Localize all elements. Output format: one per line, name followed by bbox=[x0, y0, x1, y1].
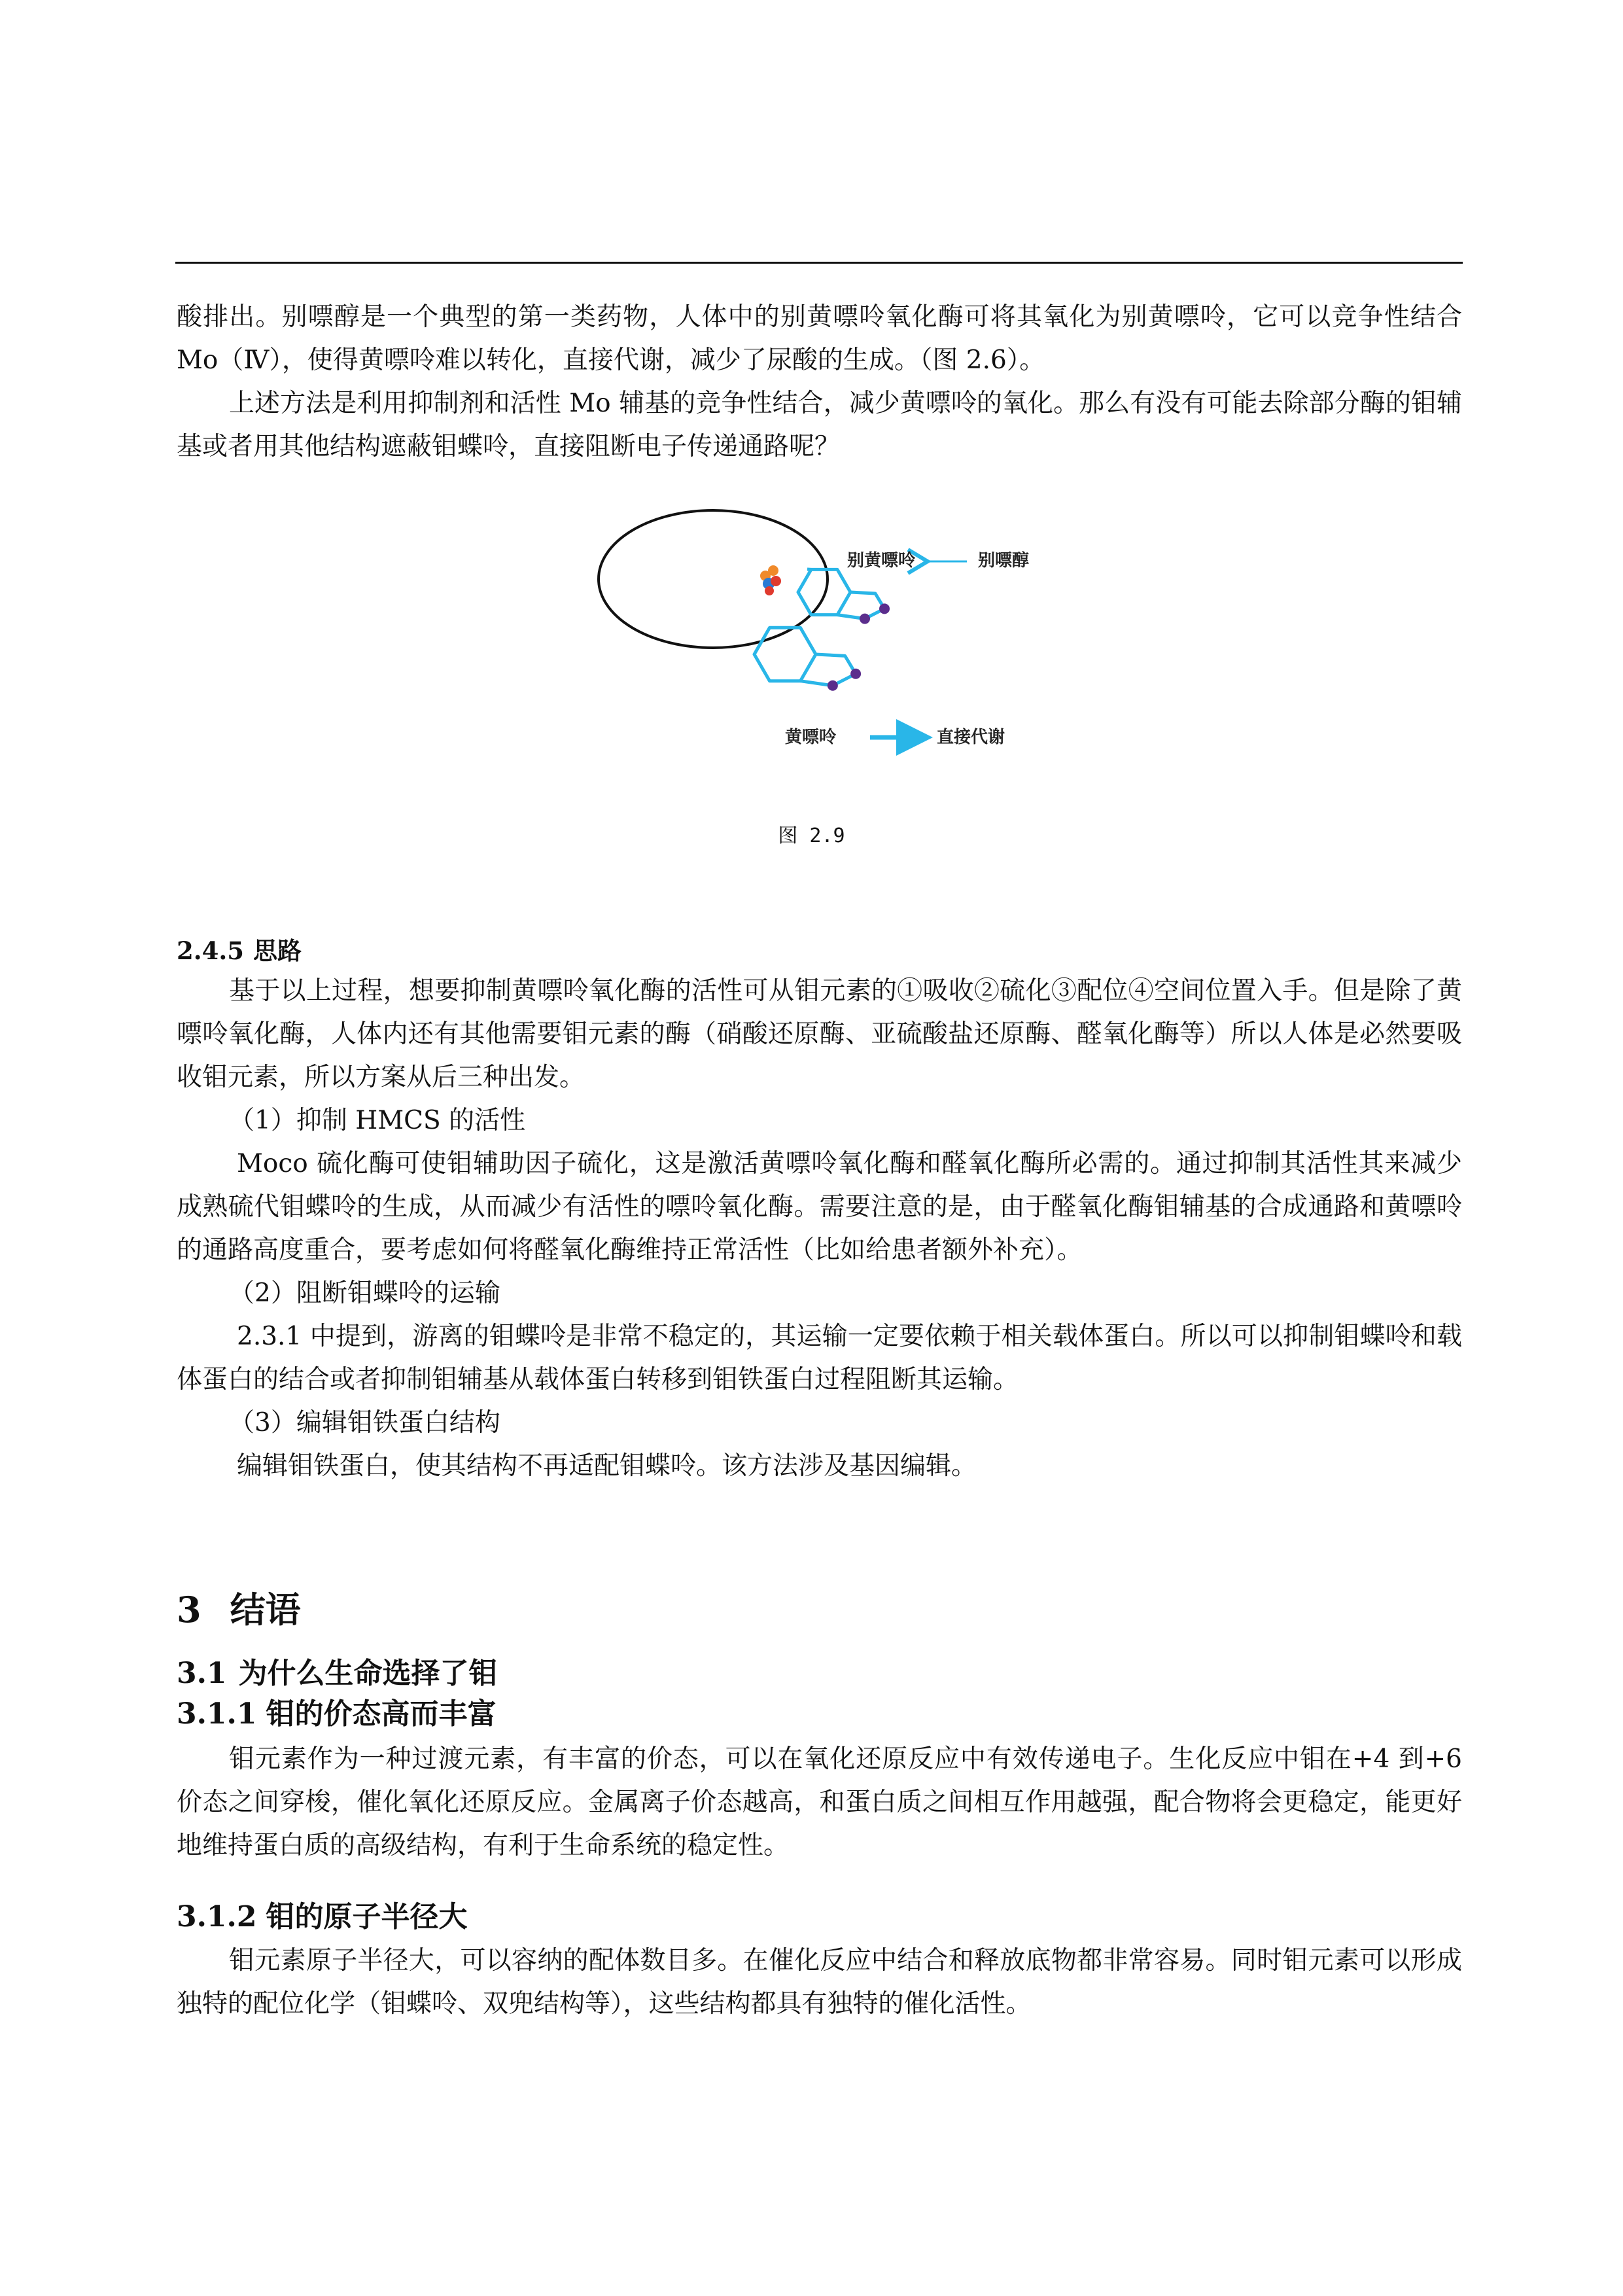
label-alloxanthine: 别黄嘌呤 bbox=[847, 551, 916, 571]
s245-paragraph-3: 2.3.1 中提到，游离的钼蝶呤是非常不稳定的，其运输一定要依赖于相关载体蛋白。所以可以抑制钼蝶呤和载体蛋白的结合或者抑制钼辅基从载体蛋白转移到钼铁蛋白过程阻断其运输。 bbox=[177, 1322, 1462, 1394]
section-number: 2.4.5 bbox=[177, 936, 244, 965]
section-heading-2-4-5 bbox=[177, 934, 1462, 967]
intro-paragraph-1: 酸排出。别嘌醇是一个典型的第一类药物，人体中的别黄嘌呤氧化酶可将其氧化为别黄嘌呤，它可以竞争性结合 Mo（Ⅳ），使得黄嘌呤难以转化，直接代谢，减少了尿酸的生成。（图 2.6）。 bbox=[177, 302, 1462, 375]
xanthine-n-atom bbox=[828, 680, 838, 691]
mo-cluster-atom bbox=[765, 586, 774, 595]
label-xanthine: 黄嘌呤 bbox=[785, 728, 837, 747]
section-heading-3-1-1 bbox=[177, 1695, 1462, 1734]
section-3-1-1 bbox=[177, 1695, 1462, 1867]
mo-cluster-atom bbox=[771, 576, 781, 586]
s245-paragraph-2: Moco 硫化酶可使钼辅助因子硫化，这是激活黄嘌呤氧化酶和醛氧化酶所必需的。通过抑制其活性其来减少成熟硫代钼蝶呤的生成，从而减少有活性的嘌呤氧化酶。需要注意的是，由于醛氧化酶钼辅基的合成通路和黄嘌呤的通路高度重合，要考虑如何将醛氧化酶维持正常活性（比如给患者额外补充）。 bbox=[177, 1149, 1462, 1265]
s245-paragraph-4: 编辑钼铁蛋白，使其结构不再适配钼蝶呤。该方法涉及基因编辑。 bbox=[237, 1451, 977, 1481]
intro-paragraph-2: 上述方法是利用抑制剂和活性 Mo 辅基的竞争性结合，减少黄嘌呤的氧化。那么有没有可能去除部分酶的钼辅基或者用其他结构遮蔽钼蝶呤，直接阻断电子传递通路呢？ bbox=[177, 389, 1462, 461]
alloxanthine-n-atom bbox=[879, 603, 890, 614]
s245-paragraph-1: 基于以上过程，想要抑制黄嘌呤氧化酶的活性可从钼元素的①吸收②硫化③配位④空间位置入手。但是除了黄嘌呤氧化酶，人体内还有其他需要钼元素的酶（硝酸还原酶、亚硫酸盐还原酶、醛氧化酶等）所以人体是必然要吸收钼元素，所以方案从后三种出发。 bbox=[177, 976, 1462, 1092]
section-number: 3.1.1 bbox=[177, 1697, 257, 1731]
section-heading-3-1 bbox=[177, 1654, 1462, 1693]
section-title: 为什么生命选择了钼 bbox=[238, 1657, 498, 1690]
intro-section bbox=[177, 296, 1462, 468]
section-2-4-5-body bbox=[177, 970, 1462, 1488]
label-direct-metabolism: 直接代谢 bbox=[937, 728, 1005, 747]
section-number: 3.1 bbox=[177, 1657, 227, 1690]
alloxanthine-n-atom bbox=[860, 614, 870, 624]
figure-shapes bbox=[599, 510, 967, 737]
section-number: 3.1.2 bbox=[177, 1900, 257, 1934]
mo-cluster-atom bbox=[768, 565, 778, 576]
s245-item-3: （3）编辑钼铁蛋白结构 bbox=[229, 1408, 500, 1438]
xanthine-five-ring bbox=[801, 654, 856, 686]
figure-2-9 bbox=[589, 497, 1047, 772]
section-title: 思路 bbox=[253, 936, 302, 965]
section-number: 3 bbox=[177, 1589, 201, 1631]
xanthine-n-atom bbox=[850, 669, 861, 679]
section-title: 结语 bbox=[230, 1589, 301, 1631]
section-3 bbox=[177, 1587, 1462, 1633]
header-rule bbox=[175, 262, 1463, 264]
figure-caption: 图 2.9 bbox=[778, 824, 845, 847]
section-2-4-5 bbox=[177, 934, 1462, 967]
section-heading-3 bbox=[177, 1587, 1462, 1633]
xanthine-six-ring bbox=[754, 627, 816, 680]
section-title: 钼的原子半径大 bbox=[266, 1900, 468, 1934]
section-3-1-2 bbox=[177, 1898, 1462, 2026]
s245-item-2: （2）阻断钼蝶呤的运输 bbox=[229, 1279, 500, 1308]
s312-paragraph: 钼元素原子半径大，可以容纳的配体数目多。在催化反应中结合和释放底物都非常容易。同时钼元素可以形成独特的配位化学（钼蝶呤、双兜结构等），这些结构都具有独特的催化活性。 bbox=[177, 1946, 1462, 2019]
s245-item-1: （1）抑制 HMCS 的活性 bbox=[229, 1106, 526, 1135]
s311-paragraph: 钼元素作为一种过渡元素，有丰富的价态，可以在氧化还原反应中有效传递电子。生化反应中钼在+4 到+6 价态之间穿梭，催化氧化还原反应。金属离子价态越高，和蛋白质之间相互作用越强，配合物将会更稳定，能更好地维持蛋白质的高级结构，有利于生命系统的稳定性。 bbox=[177, 1744, 1462, 1860]
section-title: 钼的价态高而丰富 bbox=[266, 1697, 497, 1731]
label-allopurinol: 别嘌醇 bbox=[978, 551, 1030, 571]
section-3-1 bbox=[177, 1654, 1462, 1693]
section-heading-3-1-2 bbox=[177, 1898, 1462, 1937]
